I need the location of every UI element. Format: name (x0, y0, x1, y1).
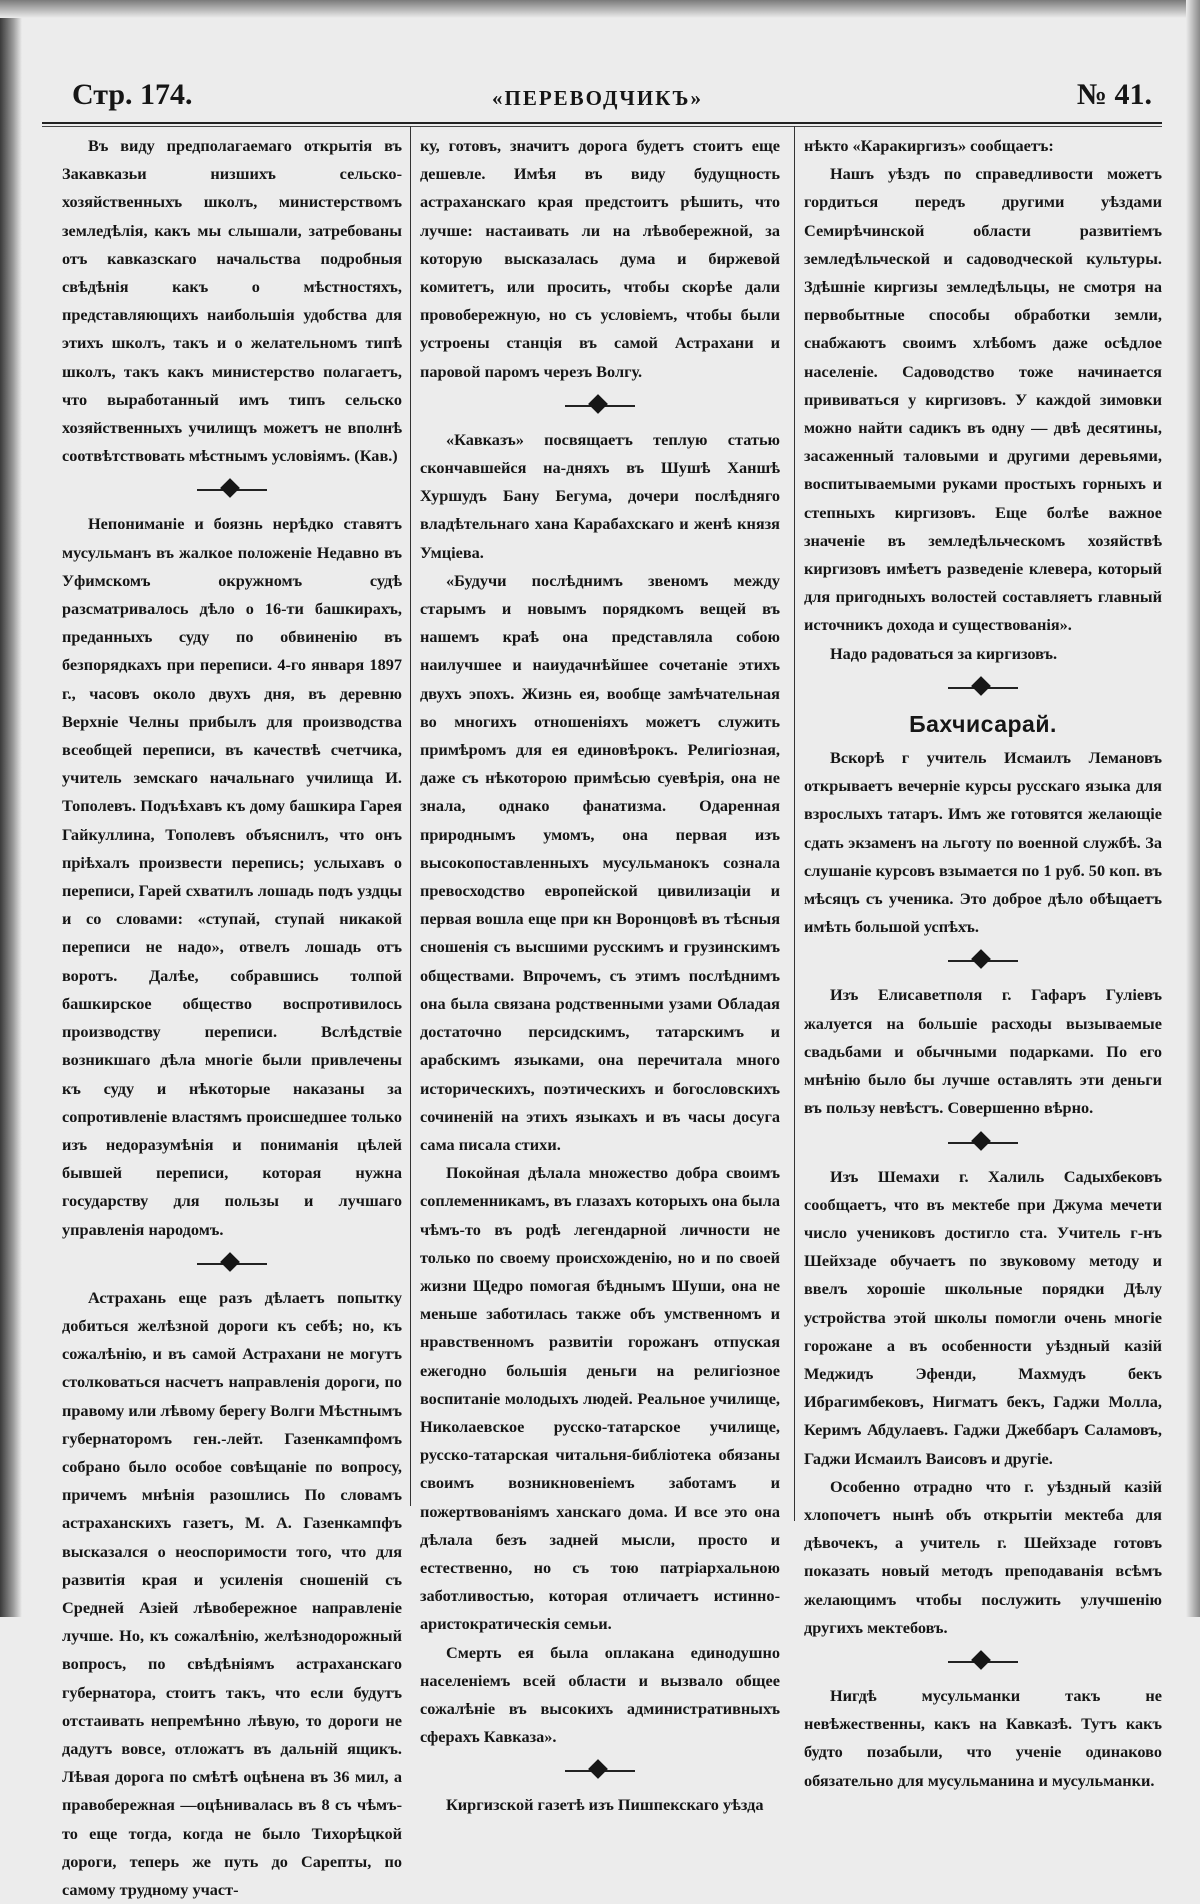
section-separator (420, 386, 780, 426)
newspaper-title: «ПЕРЕВОДЧИКЪ» (492, 86, 703, 110)
article-paragraph: Надо радоваться за киргизовъ. (830, 643, 1058, 663)
section-separator (804, 941, 1162, 981)
header-rule (42, 126, 1162, 127)
section-separator (62, 1244, 402, 1284)
diamond-ornament-icon (971, 676, 991, 696)
diamond-ornament-icon (971, 1650, 991, 1670)
article-paragraph: «Будучи послѣднимъ звеномъ между старымъ и новымъ порядкомъ вещей въ нашемъ краѣ она представляла собою наилучшее и наиудачнѣйшее сочетаніе этихъ двухъ эпохъ. Жизнь ея, вообще замѣчательная во многихъ отношеніяхъ можетъ служить примѣромъ для ея единовѣрокъ. Религіозная, даже съ нѣкоторою примѣсью суевѣрія, она не знала, однако фанатизма. Одаренная природнымъ умомъ, она первая изъ высокопоставленныхъ мусульманокъ сознала превосходство европейской цивилизаціи и первая вошла еще при кн Воронцовѣ въ тѣсныя сношенія съ высшими русскимъ и грузинскимъ обществами. Впрочемъ, съ этимъ послѣднимъ она была связана родственными узами Обладая достаточно персидскимъ, татарскимъ и арабскимъ языками, она перечитала много историческихъ, поэтическихъ и богословскихъ сочиненій на этихъ языкахъ и въ часы досуга сама писала стихи. (420, 570, 780, 1154)
article-paragraph: Въ виду предполагаемаго открытія въ Закавказьи низшихъ сельско-хозяйственныхъ школъ, министерствомъ земледѣлія, какъ мы слышали, затребованы отъ кавказскаго начальства подробныя свѣдѣнія какъ о мѣстностяхъ, представляющихъ наибольшія удобства для этихъ школъ, такъ и о желательномъ типѣ школъ, такъ какъ министерство полагаетъ, что выработанный имъ типъ сельско хозяйственныхъ училищъ можетъ не вполнѣ соотвѣтствовать мѣстнымъ условіямъ. (Кав.) (62, 136, 402, 466)
scan-edge (0, 0, 1200, 18)
article-paragraph: Непониманіе и боязнь нерѣдко ставятъ мусульманъ въ жалкое положеніе Недавно въ Уфимскомъ окружномъ судѣ разсматривалось дѣло о 16-ти башкирахъ, преданныхъ суду по обвиненію въ безпорядкахъ при переписи. 4-го января 1897 г., часовъ около двухъ дня, въ деревню Верхніе Челны прибылъ для производства всеобщей переписи, въ качествѣ счетчика, учитель земскаго начальнаго училища И. Тополевъ. Подъѣхавъ къ дому башкира Гарея Гайкуллина, Тополевъ объяснилъ, что онъ пріѣхалъ произвести перепись; услыхавъ о переписи, Гарей схватилъ лошадь подъ уздцы и со словами: «ступай, ступай никакой переписи не надо», отвелъ лошадь отъ воротъ. Далѣе, собравшись толпой башкирское общество воспротивилось производству переписи. Вслѣдствіе возникшаго дѣла многіе были привлечены къ суду и нѣкоторые наказаны за сопротивленіе властямъ происшедшее только изъ недоразумѣнія и пониманія цѣлей бывшей переписи, которая нужна государству для пользы и лучшаго управленія народомъ. (62, 514, 402, 1239)
scan-edge (1186, 0, 1200, 1617)
article-paragraph: Смерть ея была оплакана единодушно населеніемъ всей области и вызвало общее сожалѣніе въ высокихъ административныхъ сферахъ Кавказа». (420, 1642, 780, 1747)
section-separator (804, 1642, 1162, 1682)
page-header (72, 78, 1152, 122)
section-separator (420, 1751, 780, 1791)
column-divider (794, 126, 795, 1521)
article-paragraph: ку, готовъ, значитъ дорога будетъ стоитъ еще дешевле. Имѣя въ виду будущность астраханскаго края предстоитъ рѣшить, что лучше: настаивать ли на лѣвобережной, за которую высказалась дума и биржевой комитетъ, или просить, чтобы скорѣе дали провобережную, но съ условіемъ, чтобы были устроены станція въ самой Астрахани и паровой паромъ черезъ Волгу. (420, 136, 780, 381)
diamond-ornament-icon (220, 479, 240, 499)
column-divider (410, 126, 411, 1506)
article-paragraph: Вскорѣ г учитель Исмаилъ Лемановъ открываетъ вечерніе курсы русскаго языка для взрослыхъ татаръ. Имъ же готовятся желающіе сдать экзаменъ на льготу по военной службѣ. За слушаніе курсовъ взымается по 1 руб. 50 коп. въ мѣсяцъ съ ученика. Это доброе дѣло обѣщаетъ имѣть большой успѣхъ. (804, 748, 1162, 937)
diamond-ornament-icon (588, 394, 608, 414)
section-heading: Бахчисарай. (909, 710, 1057, 737)
column-1 (62, 132, 402, 1904)
section-separator (804, 1123, 1162, 1163)
page-number: Стр. 174. (72, 78, 193, 111)
article-paragraph: Покойная дѣлала множество добра своимъ соплеменникамъ, въ глазахъ которыхъ она была чѣмъ-то въ родѣ легендарной личности не только по своему происхожденію, но и по своей жизни Щедро помогая бѣднымъ Шуши, она не меньше заботилась также объ умственномъ и нравственномъ развитіи горожанъ отпуская ежегодно большія деньги на религіозное воспитаніе молодыхъ людей. Реальное училище, Николаевское русско-татарское училище, русско-татарская читальня-библіотека обязаны своимъ возникновеніемъ заботамъ и пожертвованіямъ ханскаго дома. И все это она дѣлала безъ задней мысли, просто и естественно, но съ тою патріархальною заботливостью, которая отличаетъ истинно-аристократическія семьи. (420, 1163, 780, 1634)
scan-edge (0, 0, 22, 1617)
header-rule (42, 122, 1162, 124)
diamond-ornament-icon (971, 1131, 991, 1151)
article-paragraph: «Кавказъ» посвящаетъ теплую статью скончавшейся на-дняхъ въ Шушѣ Ханшѣ Хуршудъ Бану Бегума, дочери послѣдняго владѣтельнаго хана Карабахскаго и женѣ князя Умціева. (420, 429, 780, 562)
article-paragraph: Особенно отрадно что г. уѣздный казій хлопочетъ нынѣ объ открытіи мектеба для дѣвочекъ, а учитель г. Шейхзаде готовъ показать новый методъ преподаванія всѣмъ желающимъ чтобы послужить улучшенію другихъ мектебовъ. (804, 1476, 1162, 1637)
diamond-ornament-icon (588, 1759, 608, 1779)
column-3 (804, 132, 1162, 1795)
column-2 (420, 132, 780, 1820)
section-separator (62, 470, 402, 510)
article-paragraph: Изъ Шемахи г. Халиль Садыхбековъ сообщаетъ, что въ мектебе при Джума мечети число учениковъ достигло ста. Учитель г-нъ Шейхзаде обучаетъ по звуковому методу и ввелъ хорошіе школьные порядки Дѣлу устройства этой школы помогли очень многіе горожане а въ особенности уѣздный казій Меджидъ Эфенди, Махмудъ бекъ Ибрагимбековъ, Нигматъ бекъ, Гаджи Молла, Керимъ Абдулаевъ. Гаджи Джеббаръ Саламовъ, Гаджи Исмаилъ Ваисовъ и другіе. (804, 1166, 1162, 1468)
article-paragraph: Астрахань еще разъ дѣлаетъ попытку добиться желѣзной дороги къ себѣ; но, къ сожалѣнію, и въ самой Астрахани не могутъ столковаться насчетъ направленія дороги, по правому или лѣвому берегу Волги Мѣстнымъ губернаторомъ ген.-лейт. Газенкампфомъ собрано было особое совѣщаніе по вопросу, причемъ мнѣнія разошлись По словамъ астраханскихъ газетъ, М. А. Газенкампфъ высказался о неоспоримости того, что для развитія края и усиленія сношеній съ Средней Азіей лѣвобережное направленіе лучше. Но, къ сожалѣнію, желѣзнодорожный вопросъ, по свѣдѣніямъ астраханскаго губернатора, стоитъ такъ, что если будутъ отстаивать непремѣнно лѣвую, то дороги не дадутъ вовсе, отложатъ въ дальній ящикъ. Лѣвая дорога по смѣтѣ оцѣнена въ 36 мил, а правобережная —оцѣнивалась въ 8 съ чѣмъ-то еще тогда, когда не было Тихорѣцкой дороги, теперь же путь до Сарепты, по самому трудному участ- (62, 1287, 402, 1899)
diamond-ornament-icon (220, 1252, 240, 1272)
article-paragraph: Нашъ уѣздъ по справедливости можетъ гордиться передъ другими уѣздами Семирѣчинской области развитіемъ земледѣльческой и садоводческой культуры. Здѣшніе киргизы земледѣльцы, не смотря на первобытные способы обработки земли, снабжаютъ своимъ хлѣбомъ даже осѣдлое населеніе. Садоводство тоже начинается прививаться у киргизовъ. У каждой зимовки можно найти садикъ въ одну — двѣ десятины, засаженный таловыми и другими деревьями, воспитываемыми руками простыхъ горныхъ и степныхъ киргизовъ. Еще болѣе важное значеніе въ земледѣльческомъ хозяйствѣ киргизовъ имѣетъ разведеніе клевера, который для пригодныхъ волостей составляетъ главный источникъ дохода и существованія». (804, 164, 1162, 635)
article-paragraph: Киргизской газетѣ изъ Пишпекскаго уѣзда (446, 1795, 764, 1815)
issue-number: № 41. (1076, 78, 1152, 111)
diamond-ornament-icon (971, 950, 991, 970)
article-paragraph: Изъ Елисаветполя г. Гафаръ Гуліевъ жалуется на большіе расходы вызываемые свадьбами и обычными подарками. По его мнѣнію было бы лучше оставлять эти деньги въ пользу невѣстъ. Совершенно вѣрно. (804, 985, 1162, 1118)
section-separator (804, 668, 1162, 708)
article-paragraph: нѣкто «Каракиргизъ» сообщаетъ: (804, 136, 1054, 155)
article-paragraph: Нигдѣ мусульманки такъ не невѣжественны, какъ на Кавказѣ. Тутъ какъ будто позабыли, что ученіе одинаково обязательно для мусульманина и мусульманки. (804, 1685, 1162, 1790)
